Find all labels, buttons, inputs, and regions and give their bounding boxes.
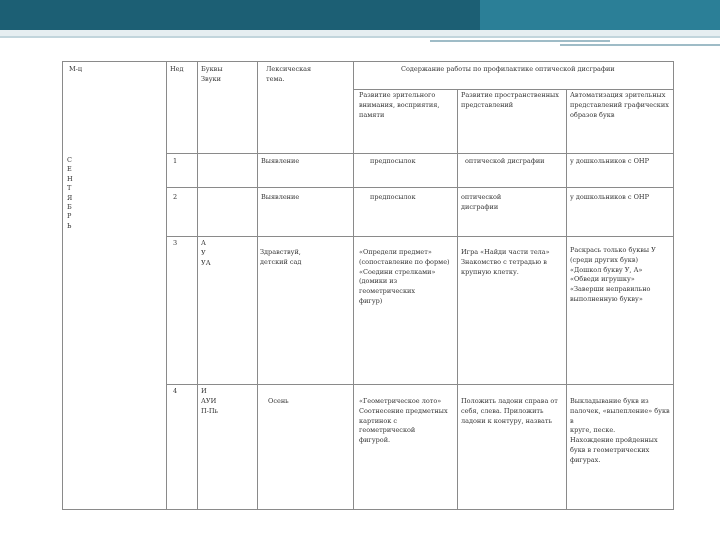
col-divider — [197, 62, 198, 509]
subheader-spatial: Развитие пространственных представлений — [461, 91, 559, 109]
row3-automation: Раскрась только буквы У (среди других букв) «Дошкол букву У, А» «Обведи игрушку» «Заверши неправильно выполненную букву» — [570, 246, 656, 303]
header-lexical-topic: Лексическая тема. — [266, 65, 312, 83]
row4-automation: Выкладывание букв из палочек, «вылепление» букв в круге, песке. Нахождение пройденных букв в геометрических фигурах. — [570, 397, 670, 464]
decorative-line — [560, 44, 720, 46]
row2-spatial: оптической дисграфии — [461, 193, 502, 211]
row-divider — [166, 187, 673, 188]
col-divider — [166, 62, 167, 509]
month-label: С Е Н Т Я Б Р Ь — [67, 156, 73, 230]
row4-visual: «Геометрическое лото» Соотнесение предметных картинок с геометрической фигурой. — [359, 397, 448, 445]
row1-week: 1 — [173, 157, 178, 165]
row1-topic: Выявление — [261, 157, 300, 165]
row2-week: 2 — [173, 193, 178, 201]
plan-table — [62, 61, 674, 510]
row3-sounds: А У УА — [201, 239, 211, 267]
row2-automation: у дошкольников с ОНР — [570, 193, 649, 201]
row-divider — [166, 153, 673, 154]
row4-topic: Осень — [268, 397, 289, 405]
row3-week: 3 — [173, 239, 178, 247]
row4-week: 4 — [173, 387, 178, 395]
row2-topic: Выявление — [261, 193, 300, 201]
row-divider — [353, 89, 673, 90]
row-divider — [166, 236, 673, 237]
row4-sounds: И АУИ П-Пь — [201, 387, 219, 415]
slide-header-bar — [0, 0, 720, 30]
header-sounds: Буквы Звуки — [201, 65, 223, 83]
col-divider — [457, 89, 458, 509]
col-divider — [353, 62, 354, 509]
row3-spatial: Игра «Найди части тела» Знакомство с тетрадью в крупную клетку. — [461, 248, 550, 276]
subheader-automation: Автоматизация зрительных представлений графических образов букв — [570, 91, 669, 119]
row3-topic: Здравствуй, детский сад — [260, 248, 302, 266]
header-content-title: Содержание работы по профилактике оптической дисграфии — [401, 65, 615, 73]
col-divider — [257, 62, 258, 509]
subheader-visual-attention: Развитие зрительного внимания, восприятия, памяти — [359, 91, 440, 119]
header-month: М-ц — [69, 65, 83, 73]
row3-visual: «Определи предмет» (сопоставление по форме) «Соедини стрелками» (домики из геометрических фигур) — [359, 248, 450, 305]
col-divider — [566, 89, 567, 509]
header-week: Нед — [170, 65, 184, 73]
row-divider — [166, 384, 673, 385]
row1-automation: у дошкольников с ОНР — [570, 157, 649, 165]
row1-spatial: оптической дисграфии — [465, 157, 545, 165]
row1-visual: предпосылок — [370, 157, 416, 165]
row2-visual: предпосылок — [370, 193, 416, 201]
decorative-line — [430, 40, 610, 42]
header-stripe-thin — [0, 36, 720, 38]
row4-spatial: Положить ладони справа от себя, слева. Приложить ладони к контуру, назвать — [461, 397, 558, 425]
